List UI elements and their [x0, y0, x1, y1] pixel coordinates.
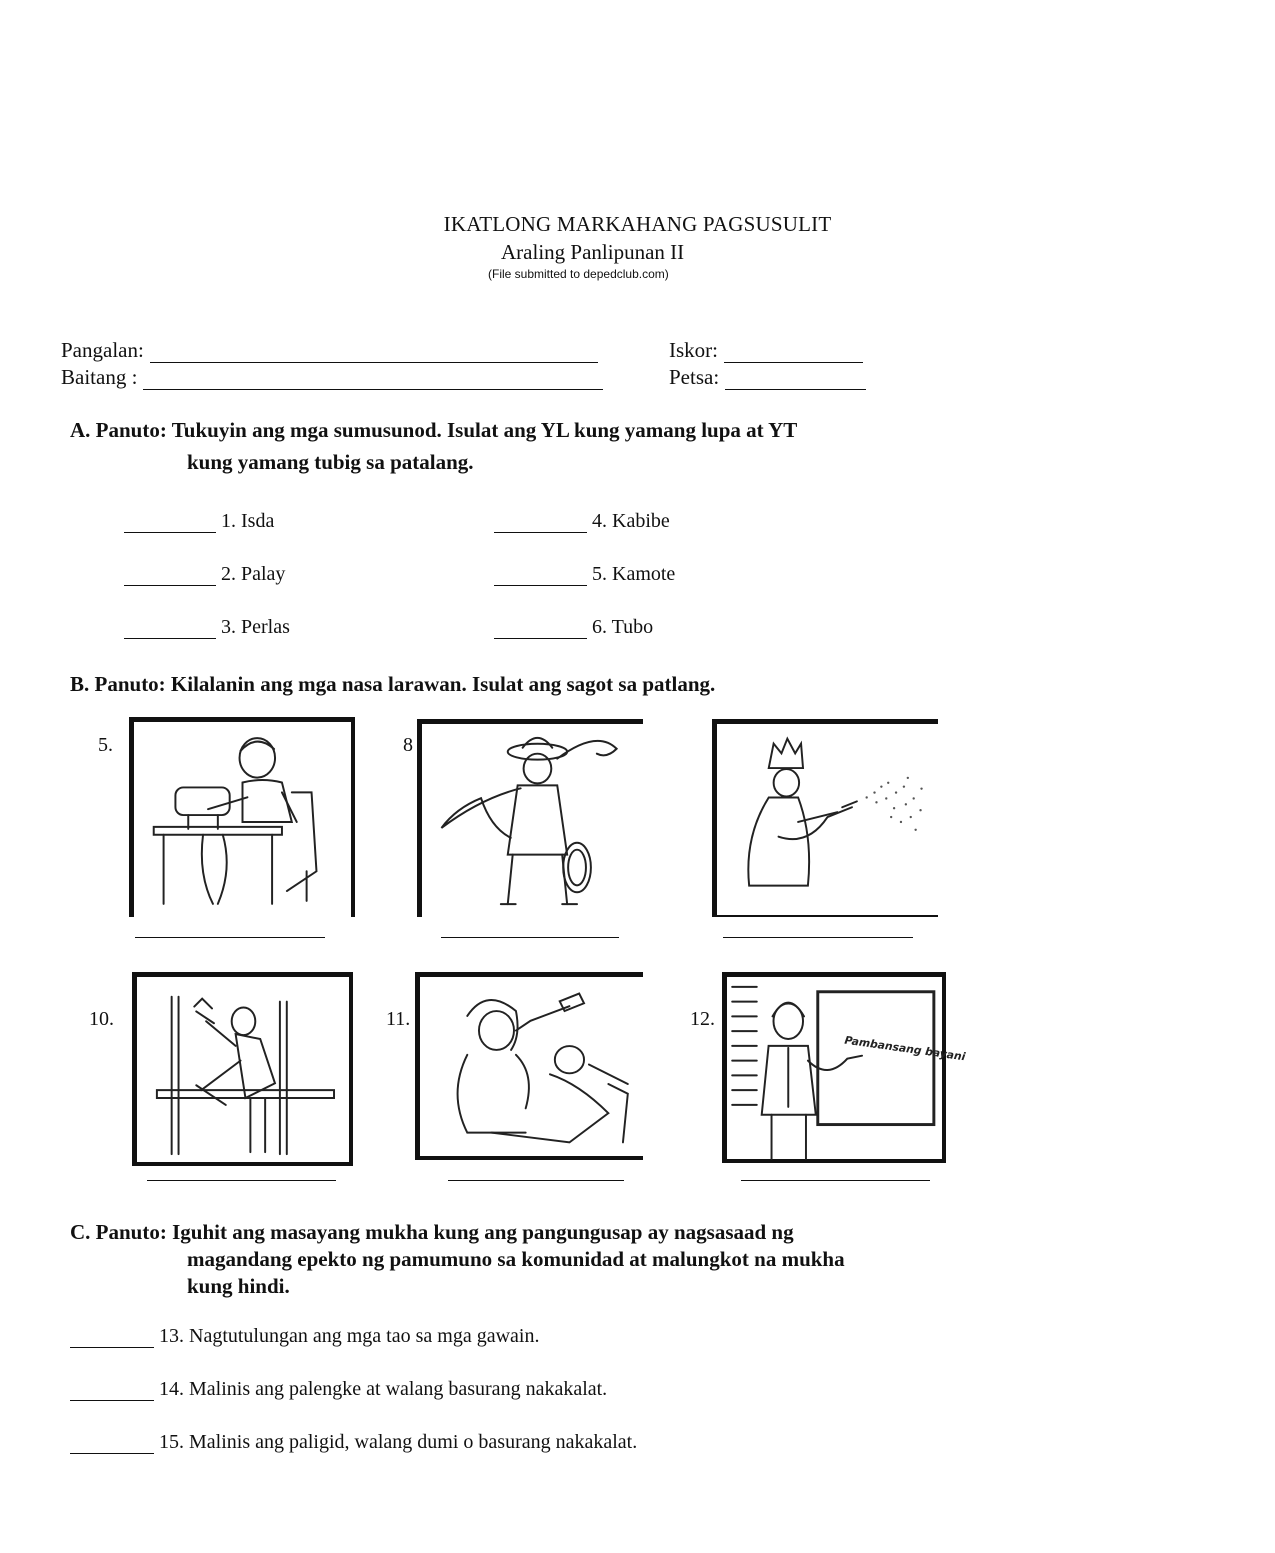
section-c-heading-line2: magandang epekto ng pamumuno sa komunidad at malungkot na mukha	[187, 1247, 845, 1271]
carpenter-illustration	[137, 977, 349, 1162]
section-a-item	[124, 563, 285, 586]
score-field	[669, 338, 863, 363]
section-a-item	[494, 563, 675, 586]
section-c-heading-line3: kung hindi.	[187, 1274, 290, 1298]
svg-text:Pambansang bayani	[844, 1034, 967, 1064]
item-text: 1. Isda	[221, 510, 275, 532]
picture-doctor	[415, 972, 643, 1160]
picture-number: 12.	[690, 1008, 715, 1030]
answer-blank[interactable]	[70, 1382, 154, 1401]
answer-line[interactable]	[135, 937, 325, 938]
answer-line[interactable]	[441, 937, 619, 938]
name-blank[interactable]	[150, 344, 598, 363]
grade-blank[interactable]	[143, 371, 603, 390]
section-c-heading	[70, 1219, 845, 1300]
picture-number: 10.	[89, 1008, 114, 1030]
item-text: 15. Malinis ang paligid, walang dumi o basurang nakakalat.	[159, 1431, 638, 1453]
section-a-item	[124, 510, 274, 533]
picture-firefighter	[712, 719, 938, 917]
answer-blank[interactable]	[124, 567, 216, 586]
picture-number: 5.	[98, 734, 113, 756]
score-blank[interactable]	[724, 344, 863, 363]
section-a-heading	[70, 418, 797, 475]
board-text: Pambansang bayani	[843, 1033, 967, 1064]
picture-teacher	[722, 972, 967, 1163]
answer-line[interactable]	[147, 1180, 336, 1181]
fisherman-illustration	[422, 724, 643, 917]
section-b-heading: B. Panuto: Kilalanin ang mga nasa larawan. Isulat ang sagot sa patlang.	[70, 672, 716, 696]
picture-fisherman	[417, 719, 643, 917]
tailor-illustration	[134, 722, 351, 917]
page-title: IKATLONG MARKAHANG PAGSUSULIT	[443, 212, 832, 236]
answer-line[interactable]	[448, 1180, 624, 1181]
answer-blank[interactable]	[70, 1329, 154, 1348]
answer-blank[interactable]	[494, 514, 587, 533]
item-text: 5. Kamote	[592, 563, 676, 585]
section-c-item	[70, 1378, 607, 1401]
section-a-item	[494, 510, 670, 533]
section-c-heading-line1: C. Panuto: Iguhit ang masayang mukha kung ang pangungusap ay nagsasaad ng	[70, 1220, 794, 1244]
score-label: Iskor:	[669, 338, 718, 362]
answer-line[interactable]	[741, 1180, 930, 1181]
answer-line[interactable]	[723, 937, 913, 938]
date-label: Petsa:	[669, 365, 720, 389]
answer-blank[interactable]	[124, 620, 216, 639]
answer-blank[interactable]	[124, 514, 216, 533]
subject-text: Araling Panlipunan II	[501, 240, 685, 264]
section-a-heading-line2: kung yamang tubig sa patalang.	[187, 450, 474, 474]
grade-field	[61, 365, 603, 390]
item-text: 4. Kabibe	[592, 510, 670, 532]
answer-blank[interactable]	[494, 620, 587, 639]
source-note: (File submitted to depedclub.com)	[488, 267, 669, 281]
item-text: 2. Palay	[221, 563, 286, 585]
answer-blank[interactable]	[70, 1435, 154, 1454]
section-a-item	[494, 616, 653, 639]
picture-number: 11.	[386, 1008, 411, 1030]
firefighter-illustration	[717, 724, 938, 915]
picture-carpenter	[132, 972, 353, 1166]
answer-blank[interactable]	[494, 567, 587, 586]
item-text: 14. Malinis ang palengke at walang basurang nakakalat.	[159, 1378, 608, 1400]
name-field	[61, 338, 598, 363]
date-field	[669, 365, 866, 390]
doctor-illustration	[420, 977, 643, 1156]
section-c-item	[70, 1431, 637, 1454]
name-label: Pangalan:	[61, 338, 144, 362]
picture-tailor	[129, 717, 355, 917]
section-c-item	[70, 1325, 539, 1348]
picture-number: 8	[403, 734, 413, 756]
item-text: 13. Nagtutulungan ang mga tao sa mga gawain.	[159, 1325, 540, 1347]
section-a-item	[124, 616, 290, 639]
section-a-heading-line1: A. Panuto: Tukuyin ang mga sumusunod. Isulat ang YL kung yamang lupa at YT	[70, 418, 798, 442]
item-text: 3. Perlas	[221, 616, 290, 638]
grade-label: Baitang :	[61, 365, 138, 389]
item-text: 6. Tubo	[592, 616, 654, 638]
date-blank[interactable]	[725, 371, 866, 390]
teacher-illustration	[727, 977, 967, 1159]
